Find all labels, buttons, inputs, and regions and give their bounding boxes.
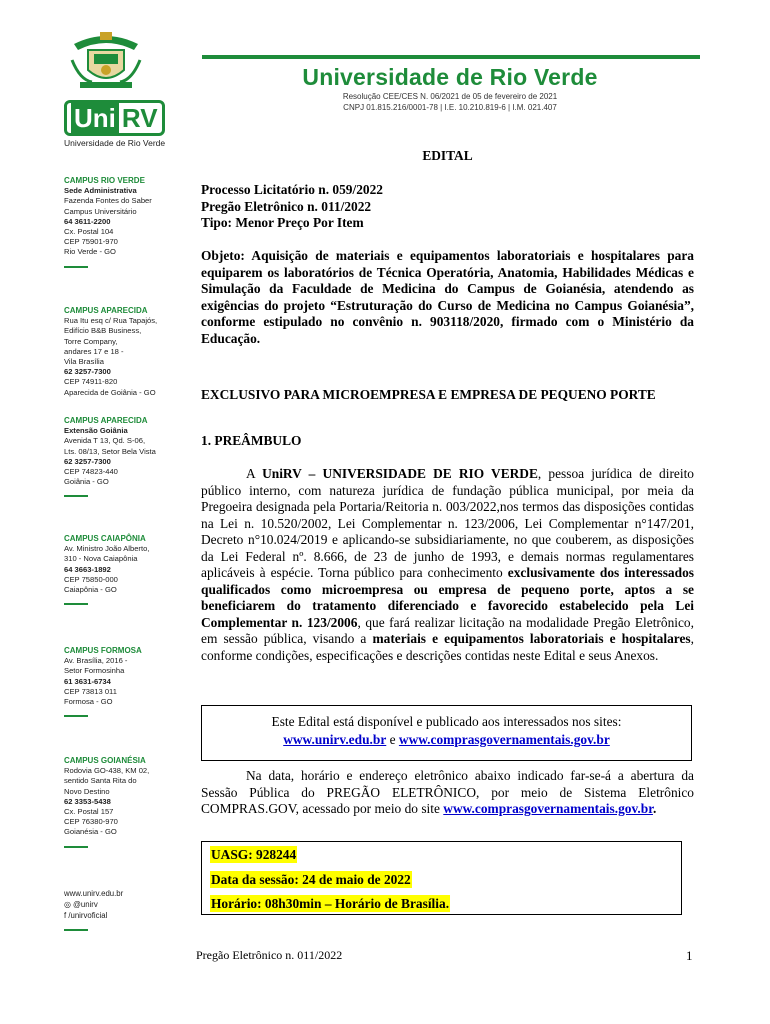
university-resolution: Resolução CEE/CES N. 06/2021 de 05 de fevereiro de 2021 <box>342 92 558 101</box>
unirv-link[interactable]: www.unirv.edu.br <box>283 732 387 747</box>
instagram-handle[interactable]: @unirv <box>72 900 98 909</box>
session-info-box <box>201 841 682 915</box>
logo-subtitle: Universidade de Rio Verde <box>64 138 166 148</box>
university-title: Universidade de Rio Verde <box>302 64 598 90</box>
university-name: UniRV – UNIVERSIDADE DE RIO VERDE <box>262 466 538 481</box>
footer-text: Pregão Eletrônico n. 011/2022 <box>196 948 343 962</box>
university-registration: CNPJ 01.815.216/0001-78 | I.E. 10.210.819-6 | I.M. 021.407 <box>343 103 557 112</box>
exclusivo-heading: EXCLUSIVO PARA MICROEMPRESA E EMPRESA DE PEQUENO PORTE <box>201 387 656 402</box>
session-paragraph: Na data, horário e endereço eletrônico abaixo indicado far-se-á a abertura da Sessão Pública do PREGÃO ELETRÔNICO, por meio de Sistema Eletrônico COMPRAS.GOV, acessado por meio do site www.comprasgovernamentais.gov.br. <box>201 768 694 816</box>
divider <box>64 266 88 268</box>
instagram-icon: ◎ <box>64 900 73 909</box>
document-heading: EDITAL <box>422 148 473 163</box>
unirv-logo <box>64 100 165 148</box>
divider <box>64 929 88 931</box>
compras-site-link[interactable]: www.comprasgovernamentais.gov.br <box>443 801 653 816</box>
campus-block: CAMPUS RIO VERDE Sede Administrativa Fazenda Fontes do Saber Campus Universitário 64 3611-2200 Cx. Postal 104 CEP 75901-970 Rio Verde - GO <box>64 176 184 268</box>
divider <box>64 715 88 717</box>
logo-rv-text: RV <box>121 103 158 133</box>
logo-uni-text: Uni <box>71 103 119 133</box>
website-link[interactable]: www.unirv.edu.br <box>64 889 124 898</box>
campus-block: CAMPUS FORMOSA Av. Brasília, 2016 - Setor Formosinha 61 3631-6734 CEP 73813 011 Formosa - GO <box>64 646 184 717</box>
campus-block: CAMPUS CAIAPÔNIA Av. Ministro João Alberto, 310 - Nova Caiapônia 64 3663-1892 CEP 75850-000 Caiapônia - GO <box>64 534 184 605</box>
campus-block: CAMPUS APARECIDA Rua Itu esq c/ Rua Tapajós, Edifício B&B Business, Torre Company, andares 17 e 18 - Vila Brasília 62 3257-7300 CEP 74911-820 Aparecida de Goiânia - GO <box>64 306 158 397</box>
process-info <box>201 182 694 232</box>
availability-text: Este Edital está disponível e publicado aos interessados nos sites: <box>271 714 622 729</box>
page-number: 1 <box>686 948 693 963</box>
objeto-paragraph: Objeto: Aquisição de materiais e equipamentos laboratoriais e hospitalares para equiparem os laboratórios de Técnica Operatória, Anatomia, Habilidades Médicas e Simulação da Faculdade de Medicina do Campus de Goianésia, atendendo as exigências do projeto “Estruturação do Curso de Medicina no Campus Goianésia”, conforme estipulado no convênio n. 903118/2020, firmado com o Ministério da Educação. <box>201 248 694 346</box>
facebook-handle[interactable]: /unirvoficial <box>68 911 108 920</box>
divider <box>64 603 88 605</box>
session-date: Data da sessão: 24 de maio de 2022 <box>211 872 411 887</box>
header-divider <box>202 55 700 59</box>
contact-block <box>64 888 123 931</box>
divider <box>64 846 88 848</box>
campus-block: CAMPUS APARECIDA Extensão Goiânia Avenida T 13, Qd. S-06, Lts. 08/13, Setor Bela Vista 62 3257-7300 CEP 74823-440 Goiânia - GO <box>64 416 184 497</box>
facebook-icon: f <box>64 911 69 920</box>
section-heading: 1. PREÂMBULO <box>201 433 302 448</box>
compras-link[interactable]: www.comprasgovernamentais.gov.br <box>398 732 610 747</box>
campus-block: CAMPUS GOIANÉSIA Rodovia GO-438, KM 02, sentido Santa Rita do Novo Destino 62 3353-5438 Cx. Postal 157 CEP 76380-970 Goianésia - GO <box>64 756 184 848</box>
divider <box>64 495 88 497</box>
session-time: Horário: 08h30min – Horário de Brasília. <box>211 896 450 911</box>
coat-of-arms-icon <box>70 30 142 90</box>
tipo-text: Tipo: Menor Preço Por Item <box>201 215 364 230</box>
preambulo-paragraph: A UniRV – UNIVERSIDADE DE RIO VERDE, pessoa jurídica de direito público interno, com natureza jurídica de fundação pública municipal, por meia da Pregoeira designada pela Portaria/Reitoria n. 003/2022,nos termos das disposições contidas na Lei n. 10.520/2002, Lei Complementar n. 123/2006, Lei Complementar n°147/201, Decreto n°10.024/2019 e aplicando-se subsidiariamente, no que couberem, as disposições da Lei Federal nº. 8.666, de 23 de junho de 1993, e demais normas regulamentares aplicáveis à espécie. Torna público para conhecimento exclusivamente dos interessados qualificados como microempresa ou empresa de pequeno porte, aptos a se beneficiarem do tratamento diferenciado e favorecido estabelecido pela Lei Complementar n. 123/2006, que fará realizar licitação na modalidade Pregão Eletrônico, em sessão pública, visando a materiais e equipamentos laboratoriais e hospitalares, conforme condições, especificações e descrições contidas neste Edital e seus Anexos. <box>201 466 695 663</box>
uasg-code: UASG: 928244 <box>211 847 297 862</box>
availability-box: Este Edital está disponível e publicado aos interessados nos sites: www.unirv.edu.br e www.comprasgovernamentais.gov.br <box>201 705 692 761</box>
pregao-number: Pregão Eletrônico n. 011/2022 <box>201 198 372 214</box>
process-number: Processo Licitatório n. 059/2022 <box>201 182 383 197</box>
